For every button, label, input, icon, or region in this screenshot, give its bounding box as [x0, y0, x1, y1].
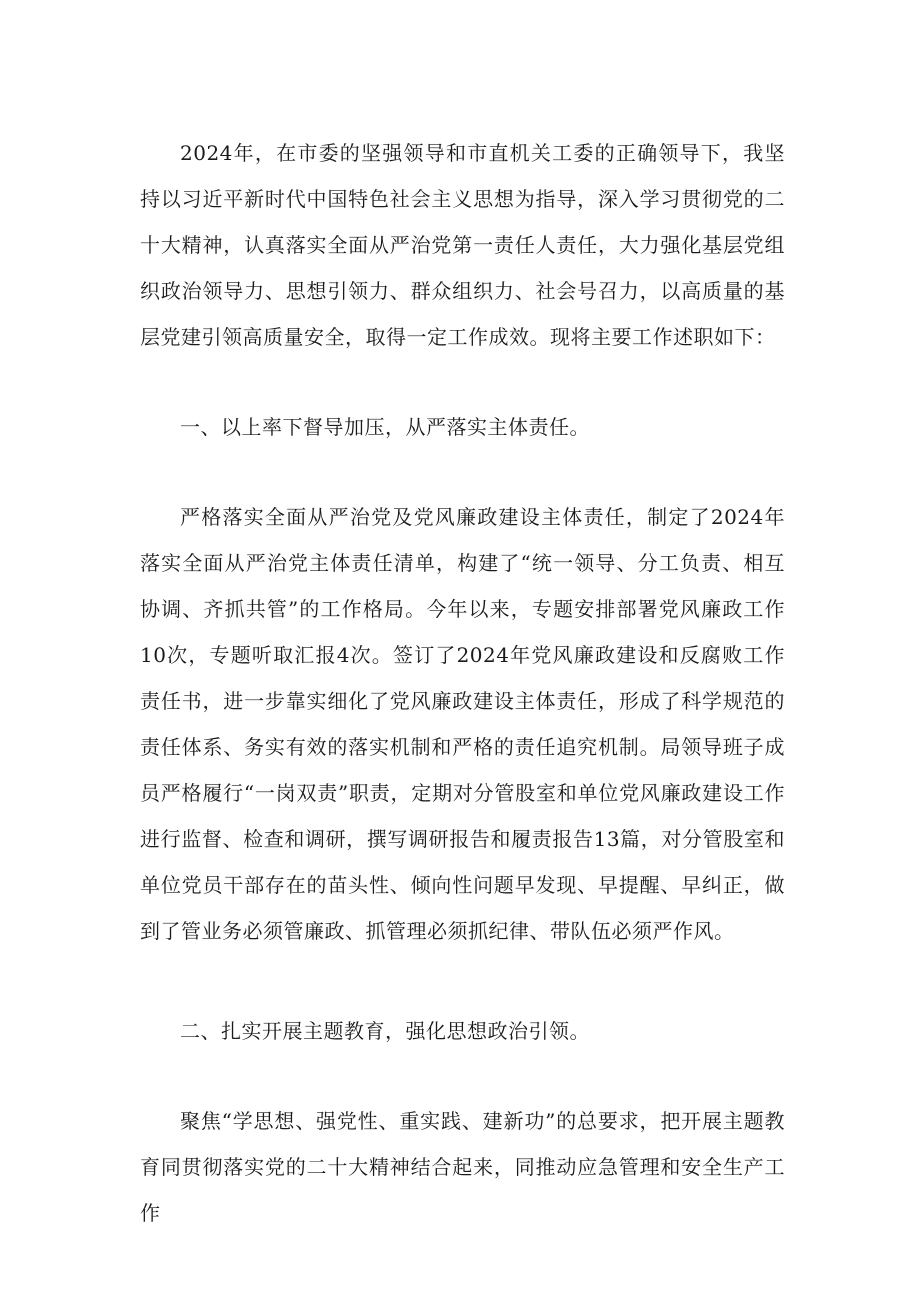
section-heading-2: 二、扎实开展主题教育，强化思想政治引领。 — [180, 1019, 590, 1043]
section-2-paragraph: 聚焦“学思想、强党性、重实践、建新功”的总要求，把开展主题教育同贯彻落实党的二十大精神结合起来，同推动应急管理和安全生产工作 — [140, 1109, 785, 1225]
intro-paragraph: 2024年，在市委的坚强领导和市直机关工委的正确领导下，我坚持以习近平新时代中国特色社会主义思想为指导，深入学习贯彻党的二十大精神，认真落实全面从严治党第一责任人责任，大力强化基层党组织政治领导力、思想引领力、群众组织力、社会号召力，以高质量的基层党建引领高质量安全，取得一定工作成效。现将主要工作述职如下： — [140, 141, 785, 349]
section-1-paragraph: 严格落实全面从严治党及党风廉政建设主体责任，制定了2024年落实全面从严治党主体责任清单，构建了“统一领导、分工负责、相互协调、齐抓共管”的工作格局。今年以来，专题安排部署党风廉政工作10次，专题听取汇报4次。签订了2024年党风廉政建设和反腐败工作责任书，进一步靠实细化了党风廉政建设主体责任，形成了科学规范的责任体系、务实有效的落实机制和严格的责任追究机制。局领导班子成员严格履行“一岗双责”职责，定期对分管股室和单位党风廉政建设工作进行监督、检查和调研，撰写调研报告和履责报告13篇，对分管股室和单位党员干部存在的苗头性、倾向性问题早发现、早提醒、早纠正，做到了管业务必须管廉政、抓管理必须抓纪律、带队伍必须严作风。 — [140, 505, 785, 943]
section-heading-1: 一、以上率下督导加压，从严落实主体责任。 — [180, 415, 590, 439]
